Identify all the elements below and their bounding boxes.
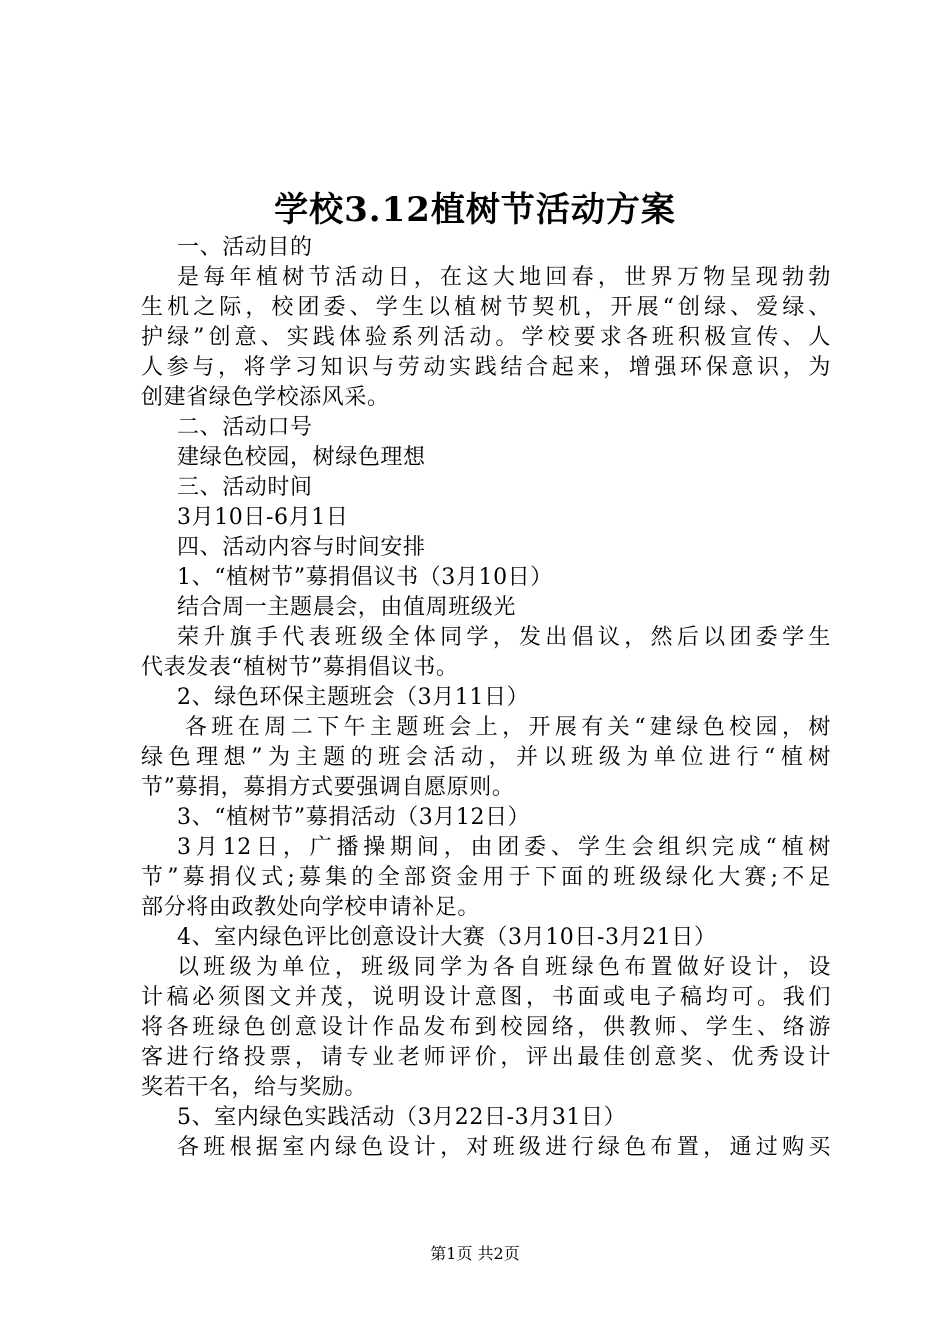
paragraph-line: 节”募捐，募捐方式要强调自愿原则。 <box>141 775 515 800</box>
section-heading-content: 四、活动内容与时间安排 <box>177 535 426 560</box>
paragraph-line: 部分将由政教处向学校申请补足。 <box>141 895 481 920</box>
item-heading-5: 5、室内绿色实践活动（3月22日-3月31日） <box>177 1105 627 1130</box>
paragraph-line: 奖若干名，给与奖励。 <box>141 1075 368 1100</box>
paragraph-line: 生机之际，校团委、学生以植树节契机，开展“创绿、爱绿、 <box>141 295 831 320</box>
item-heading-1: 1、“植树节”募捐倡议书（3月10日） <box>177 565 553 590</box>
paragraph-line: 计稿必须图文并茂，说明设计意图，书面或电子稿均可。我们 <box>141 985 831 1010</box>
section-heading-time: 三、活动时间 <box>177 475 313 500</box>
paragraph-line: 各班根据室内绿色设计，对班级进行绿色布置，通过购买 <box>177 1135 831 1160</box>
item-heading-2: 2、绿色环保主题班会（3月11日） <box>177 685 530 710</box>
slogan-text: 建绿色校园，树绿色理想 <box>177 445 426 470</box>
paragraph-line: 将各班绿色创意设计作品发布到校园络，供教师、学生、络游 <box>141 1015 831 1040</box>
paragraph-line: 护绿”创意、实践体验系列活动。学校要求各班积极宣传、人 <box>141 325 831 350</box>
paragraph-line: 代表发表“植树节”募捐倡议书。 <box>141 655 459 680</box>
paragraph-line: 结合周一主题晨会，由值周班级光 <box>177 595 517 620</box>
paragraph-line: 以班级为单位，班级同学为各自班绿色布置做好设计，设 <box>177 955 831 980</box>
item-heading-3: 3、“植树节”募捐活动（3月12日） <box>177 805 531 830</box>
paragraph-line: 客进行络投票，请专业老师评价，评出最佳创意奖、优秀设计 <box>141 1045 831 1070</box>
paragraph-line: 人参与，将学习知识与劳动实践结合起来，增强环保意识，为 <box>141 355 831 380</box>
paragraph-line: 各班在周二下午主题班会上，开展有关“建绿色校园，树 <box>185 715 831 740</box>
time-text: 3月10日-6月1日 <box>177 505 349 530</box>
document-title: 学校3.12植树节活动方案 <box>274 190 676 230</box>
section-heading-purpose: 一、活动目的 <box>177 235 313 260</box>
paragraph-line: 荣升旗手代表班级全体同学，发出倡议，然后以团委学生 <box>177 625 831 650</box>
section-heading-slogan: 二、活动口号 <box>177 415 313 440</box>
page-footer: 第1页 共2页 <box>430 1244 520 1263</box>
paragraph-line: 是每年植树节活动日，在这大地回春，世界万物呈现勃勃 <box>177 265 831 290</box>
paragraph-line: 创建省绿色学校添风采。 <box>141 385 390 410</box>
item-heading-4: 4、室内绿色评比创意设计大赛（3月10日-3月21日） <box>177 925 717 950</box>
paragraph-line: 节”募捐仪式;募集的全部资金用于下面的班级绿化大赛;不足 <box>141 865 831 890</box>
paragraph-line: 绿色理想”为主题的班会活动，并以班级为单位进行“植树 <box>141 745 831 770</box>
document-body <box>141 233 831 1163</box>
paragraph-line: 3月12日，广播操期间，由团委、学生会组织完成“植树 <box>177 835 831 860</box>
